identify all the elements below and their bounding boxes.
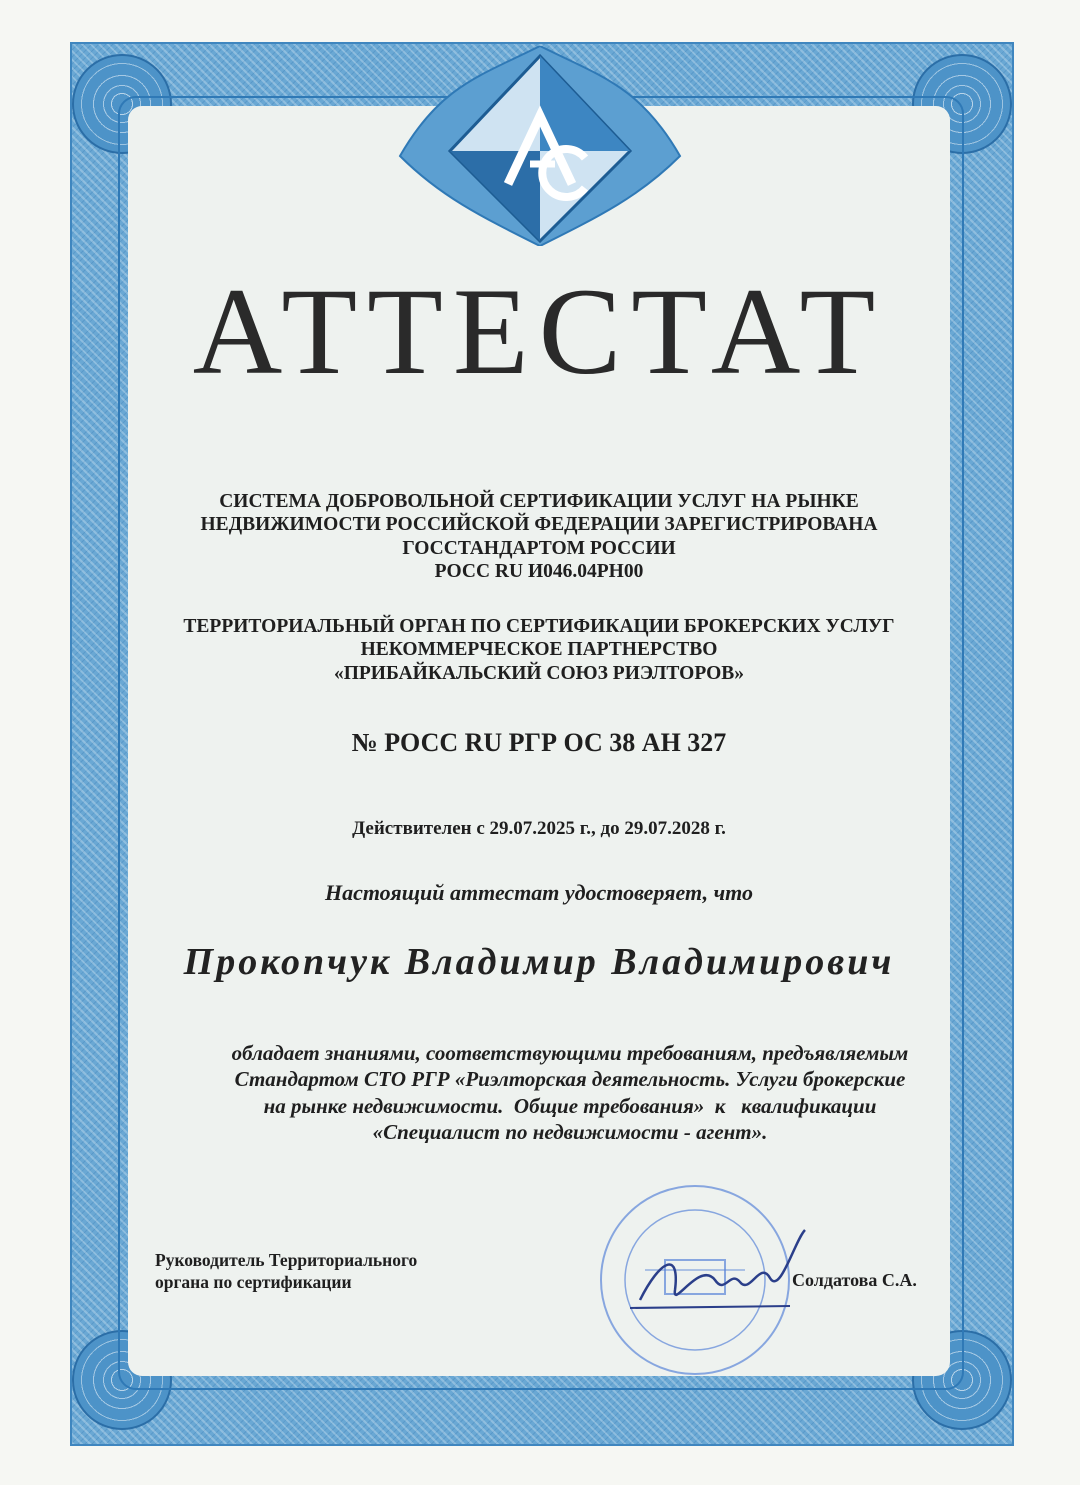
signatory-role xyxy=(155,1250,515,1294)
handwritten-signature xyxy=(620,1220,820,1320)
system-registration-number: РОСС RU И046.04РН00 xyxy=(434,561,644,583)
document-title: АТТЕСТАТ xyxy=(192,263,886,400)
qualification-description xyxy=(150,1040,990,1145)
holder-name: Прокопчук Владимир Владимирович xyxy=(183,941,895,983)
system-line: СИСТЕМА ДОБРОВОЛЬНОЙ СЕРТИФИКАЦИИ УСЛУГ НА РЫНКЕ xyxy=(219,491,859,512)
system-line: ГОССТАНДАРТОМ РОССИИ xyxy=(402,537,676,559)
description-line: «Специалист по недвижимости - агент». xyxy=(372,1119,768,1144)
intro-text: Настоящий аттестат удостоверяет, что xyxy=(324,880,753,905)
organ-line: ТЕРРИТОРИАЛЬНЫЙ ОРГАН ПО СЕРТИФИКАЦИИ БРОКЕРСКИХ УСЛУГ xyxy=(183,616,895,637)
logo-icon xyxy=(380,46,700,246)
signature-icon xyxy=(620,1220,820,1320)
certification-system-block xyxy=(128,490,950,584)
signatory-role-line: Руководитель Территориального xyxy=(155,1250,418,1270)
certification-organ-block xyxy=(128,615,950,685)
description-line: на рынке недвижимости. Общие требования» к квалификации xyxy=(263,1093,877,1118)
organ-line: «ПРИБАЙКАЛЬСКИЙ СОЮЗ РИЭЛТОРОВ» xyxy=(333,662,745,684)
signatory-name: Солдатова С.А. xyxy=(792,1270,917,1290)
signatory-role-line: органа по сертификации xyxy=(155,1271,352,1292)
system-line: НЕДВИЖИМОСТИ РОССИЙСКОЙ ФЕДЕРАЦИИ ЗАРЕГИСТРИРОВАНА xyxy=(200,514,878,536)
validity-period: Действителен с 29.07.2025 г., до 29.07.2028 г. xyxy=(352,818,726,839)
description-line: обладает знаниями, соответствующими требованиям, предъявляемым xyxy=(231,1041,909,1065)
description-line: Стандартом СТО РГР «Риэлторская деятельность. Услуги брокерские xyxy=(234,1067,906,1092)
organ-line: НЕКОММЕРЧЕСКОЕ ПАРТНЕРСТВО xyxy=(360,639,718,661)
logo-emblem xyxy=(380,46,700,246)
certificate-number: № РОСС RU РГР ОС 38 АН 327 xyxy=(351,728,727,757)
